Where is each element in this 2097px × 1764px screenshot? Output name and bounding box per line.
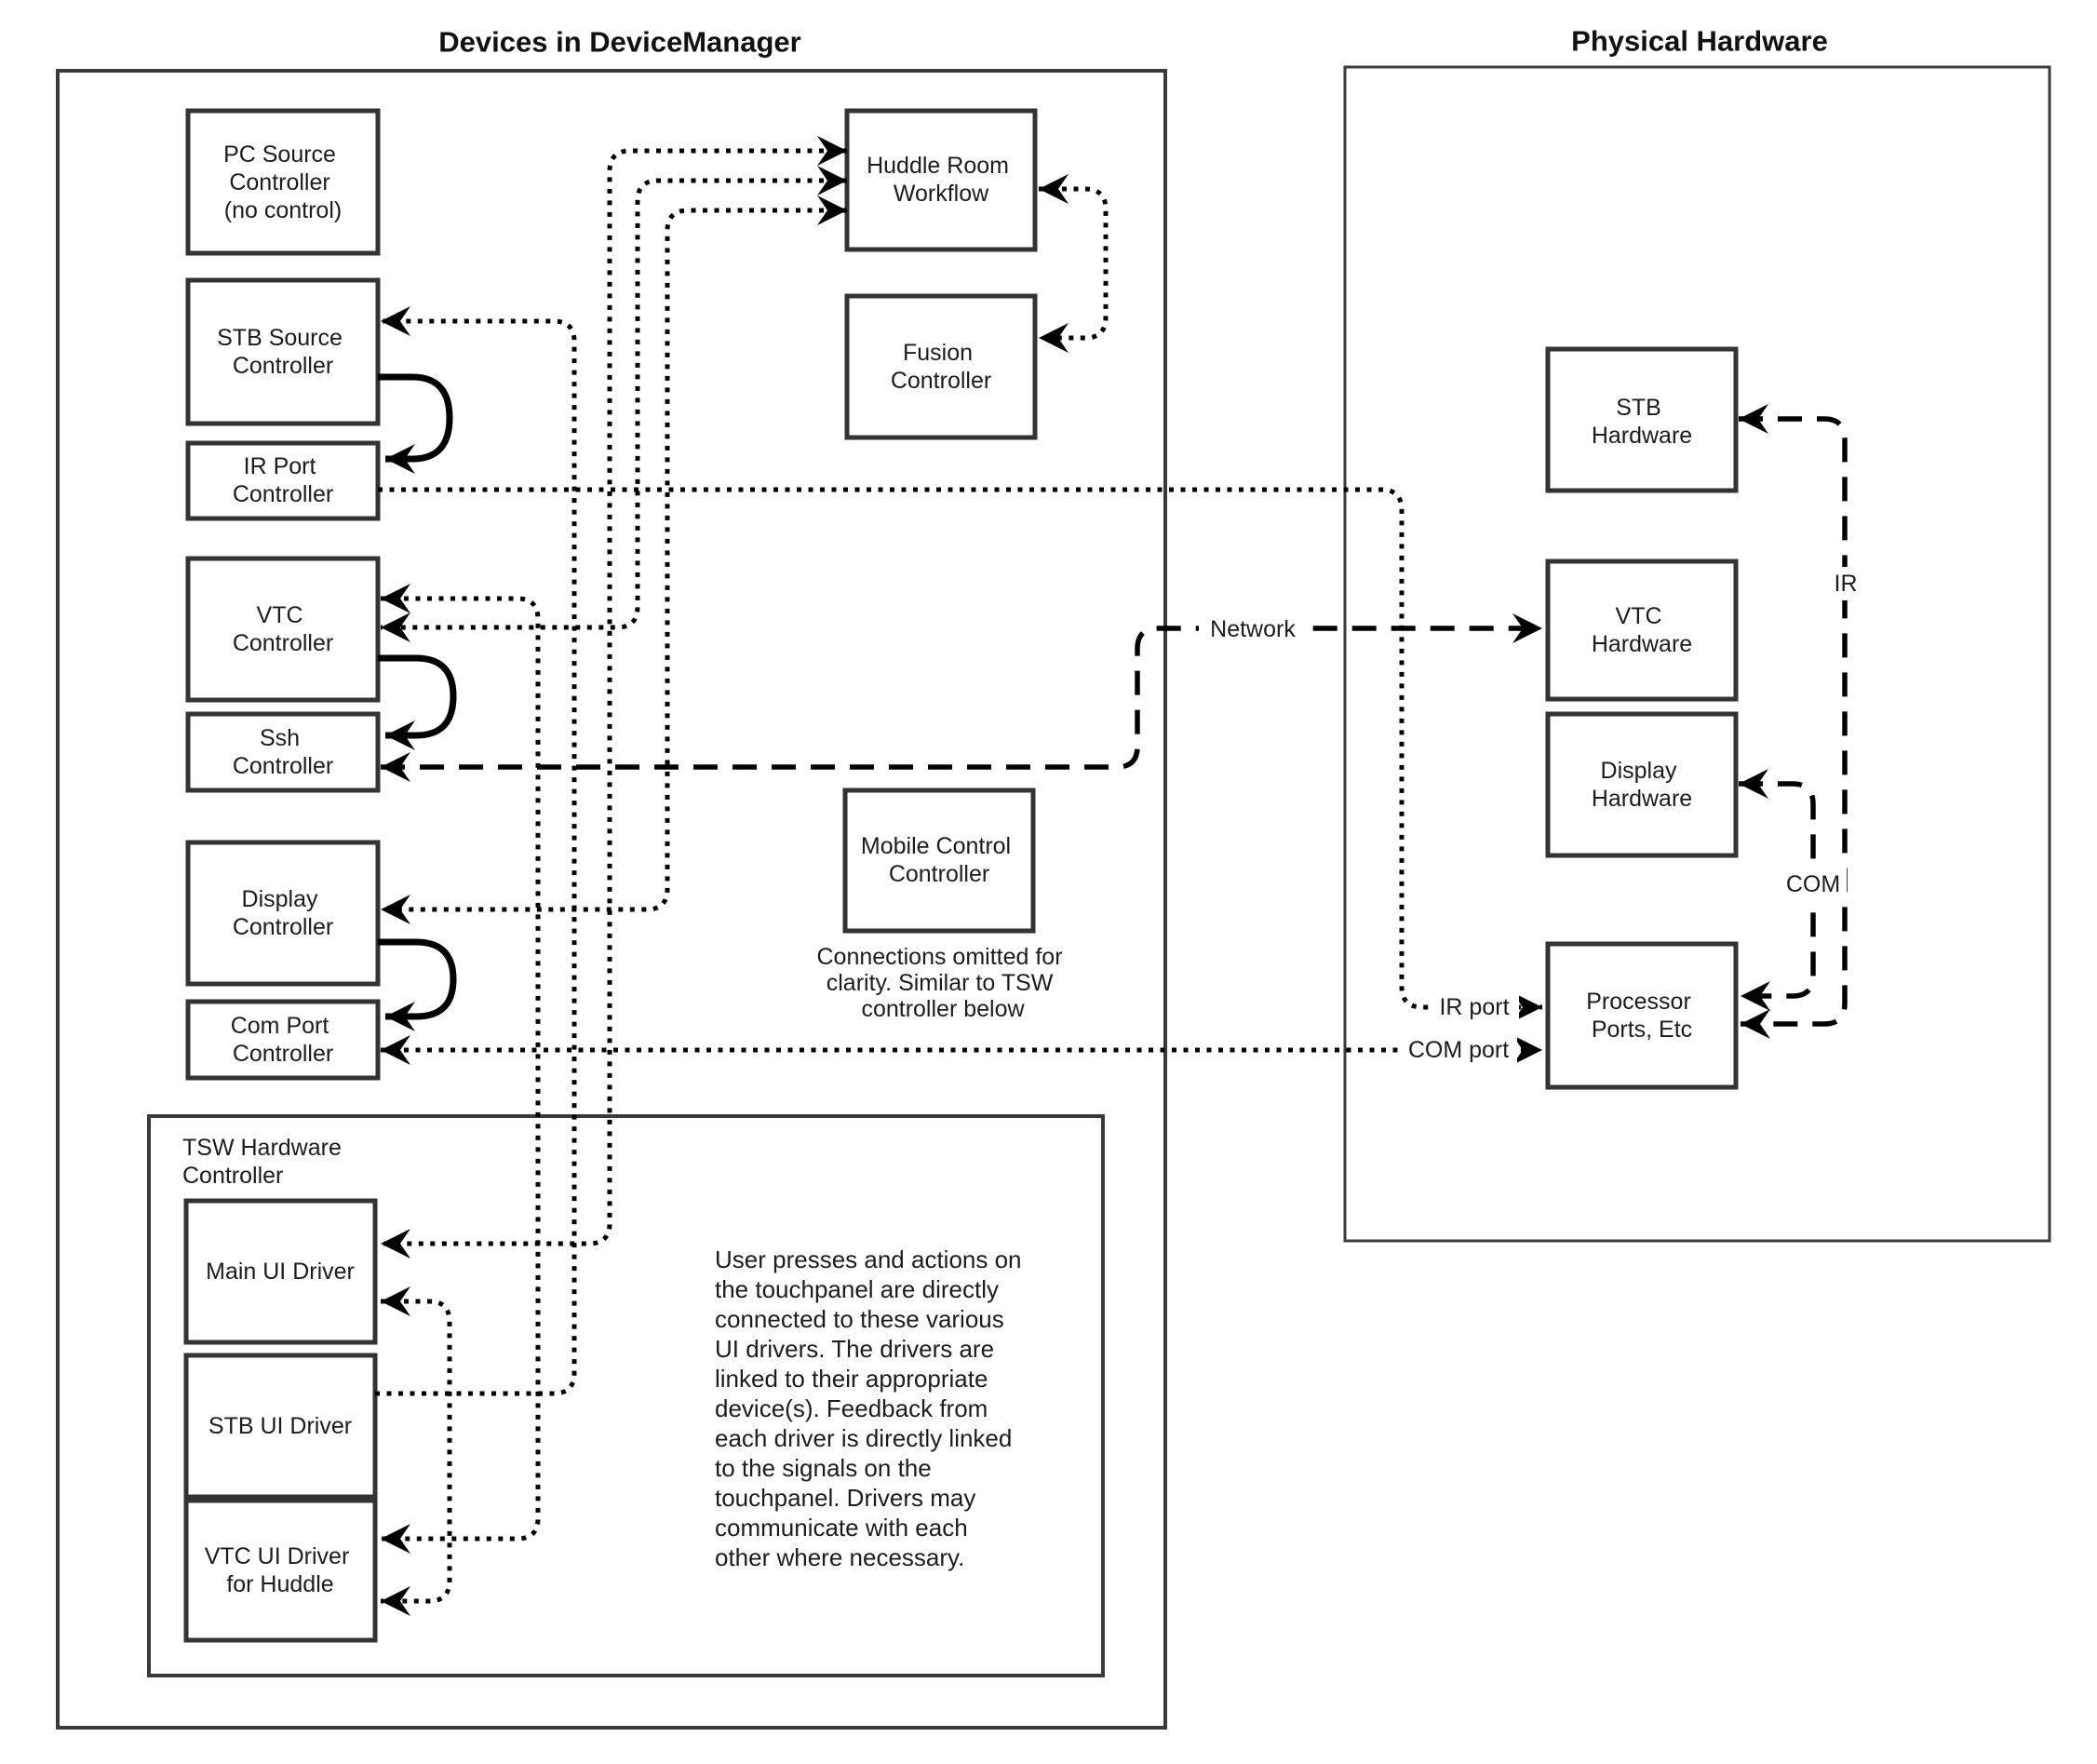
mobile-controller-note: Connections omitted for clarity. Similar to TSW controller below <box>816 944 1063 1022</box>
edge-huddle-room-to-fusion-controller <box>1039 189 1106 338</box>
edge-ssh-controller-to-vtc-hardware-network <box>381 628 1542 767</box>
node-vtc-hardware-label: VTC Hardware <box>1591 603 1693 657</box>
edge-label-ir-port: IR port <box>1439 994 1510 1020</box>
edge-label-com: COM <box>1785 871 1841 897</box>
tsw-drivers-note: User presses and actions on the touchpanel are directly connected to these various UI drivers. The drivers are linked to their appropriate device(s). Feedback from each driver is directly linked to the signals on the touchpanel. Drivers may communicate with each other where necessary. <box>715 1246 1022 1571</box>
edge-label-ir: IR <box>1834 571 1858 597</box>
edge-huddle-room-to-display-controller <box>381 210 847 909</box>
edge-main-ui-driver-to-vtc-ui-driver <box>381 1301 450 1601</box>
edge-label-network: Network <box>1210 616 1296 642</box>
edge-stb-source-controller-to-ir-port-controller <box>378 377 450 459</box>
node-stb-ui-driver-label: STB UI Driver <box>208 1413 353 1439</box>
node-display-controller <box>188 842 378 984</box>
node-stb-source-controller-label: STB Source Controller <box>217 325 343 379</box>
node-pc-source-controller-label: PC Source Controller (no control) <box>223 141 343 223</box>
edge-vtc-controller-to-ssh-controller <box>378 658 453 735</box>
node-processor-ports-etc-label: Processor Ports, Etc <box>1586 989 1693 1043</box>
node-display-hardware-label: Display Hardware <box>1591 758 1693 812</box>
edge-stb-ui-driver-to-stb-source-controller <box>375 321 574 1394</box>
node-ssh-controller-label: Ssh Controller <box>232 725 334 779</box>
node-fusion-controller <box>847 296 1035 438</box>
node-vtc-hardware <box>1548 561 1736 699</box>
node-vtc-controller-label: VTC Controller <box>232 602 334 656</box>
edge-display-controller-to-com-port-controller <box>378 942 453 1017</box>
node-vtc-ui-driver-for-huddle-label: VTC UI Driver for Huddle <box>204 1543 350 1597</box>
node-huddle-room-workflow-label: Huddle Room Workflow <box>867 153 1009 207</box>
edge-stb-hardware-to-processor-ir <box>1739 419 1845 1024</box>
title-physical-hardware: Physical Hardware <box>1571 24 1828 58</box>
node-stb-hardware-label: STB Hardware <box>1591 395 1693 449</box>
tsw-container-label: TSW Hardware Controller <box>182 1135 342 1189</box>
node-display-hardware <box>1548 714 1736 855</box>
node-com-port-controller-label: Com Port Controller <box>230 1013 334 1067</box>
node-stb-source-controller <box>188 280 378 424</box>
node-vtc-controller <box>188 559 378 700</box>
node-processor-ports-etc <box>1548 944 1736 1087</box>
title-devices-in-devicemanager: Devices in DeviceManager <box>438 25 801 59</box>
edge-label-com-port: COM port <box>1407 1037 1510 1063</box>
node-mobile-control-controller-label: Mobile Control Controller <box>860 833 1012 887</box>
node-display-controller-label: Display Controller <box>232 886 334 940</box>
node-ir-port-controller-label: IR Port Controller <box>232 453 334 507</box>
node-main-ui-driver-label: Main UI Driver <box>206 1259 355 1285</box>
node-vtc-ui-driver-for-huddle <box>186 1501 375 1640</box>
node-fusion-controller-label: Fusion Controller <box>890 340 992 394</box>
edge-vtc-controller-to-vtc-ui-driver <box>381 599 538 1539</box>
